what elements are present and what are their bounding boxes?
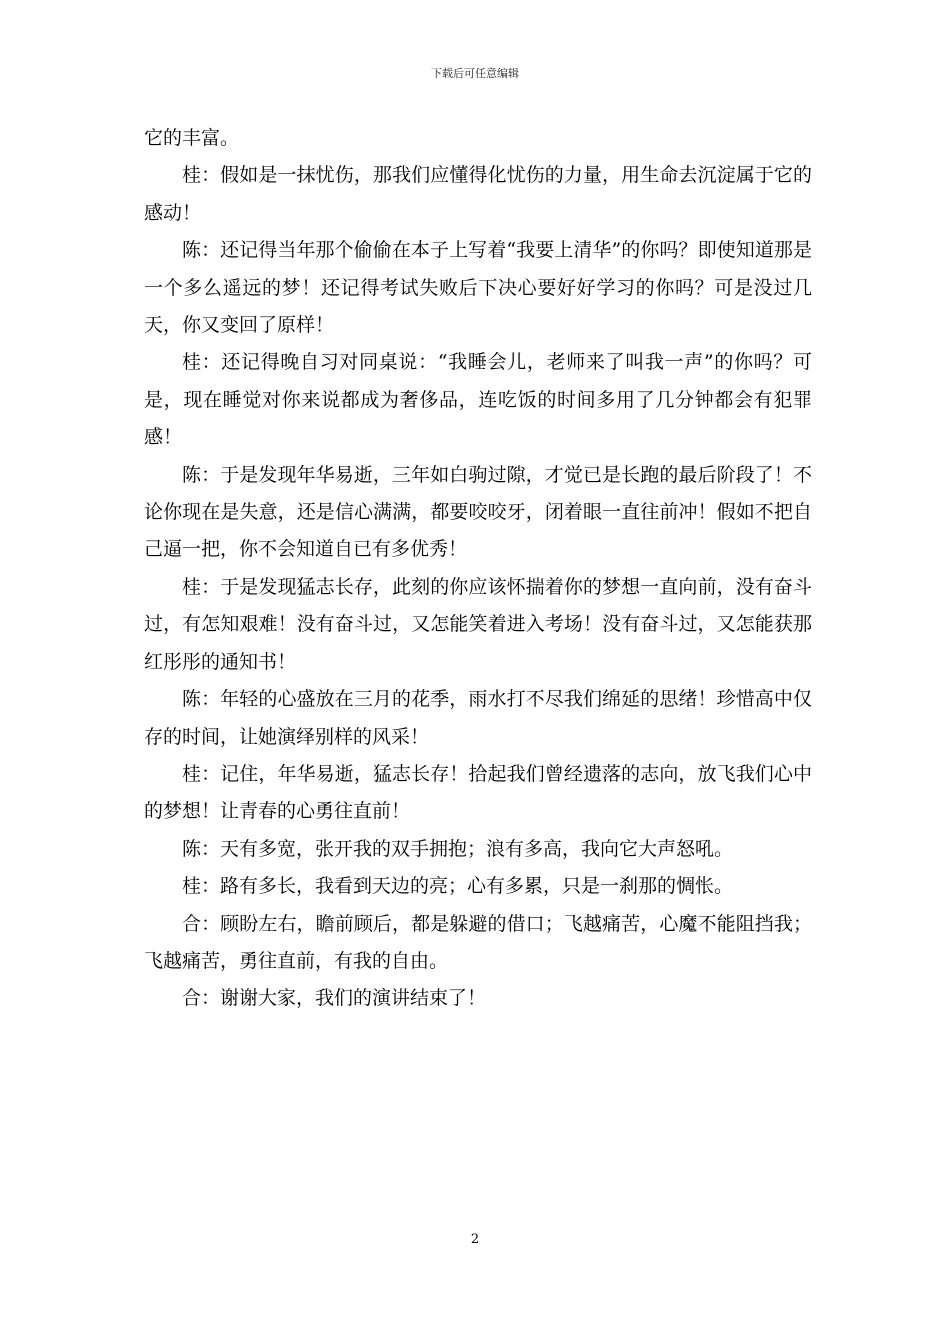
paragraph: 桂：于是发现猛志长存，此刻的你应该怀揣着你的梦想一直向前，没有奋斗过，有怎知艰难！没有奋斗过，又怎能笑着进入考场！没有奋斗过，又怎能获那红彤彤的通知书！ — [144, 575, 812, 673]
page-header: 下载后可任意编辑 — [431, 67, 519, 80]
page-number: 2 — [470, 1232, 480, 1247]
paragraph: 桂：记住，年华易逝，猛志长存！拾起我们曾经遗落的志向，放飞我们心中的梦想！让青春的心勇往直前！ — [144, 762, 812, 823]
paragraph: 它的丰富。 — [144, 127, 240, 149]
paragraph: 桂：假如是一抹忧伤，那我们应懂得化忧伤的力量，用生命去沉淀属于它的感动！ — [144, 164, 812, 224]
paragraph: 合：顾盼左右，瞻前顾后，都是躲避的借口；飞越痛苦，心魔不能阻挡我；飞越痛苦，勇往直前，有我的自由。 — [144, 912, 812, 972]
paragraph: 合：谢谢大家，我们的演讲结束了！ — [182, 987, 487, 1010]
document-body — [144, 120, 812, 1018]
paragraph: 桂：还记得晚自习对同桌说：“我睡会儿，老师来了叫我一声”的你吗？可是，现在睡觉对你来说都成为奢侈品，连吃饭的时间多用了几分钟都会有犯罪感！ — [144, 351, 812, 449]
paragraph: 陈：还记得当年那个偷偷在本子上写着“我要上清华”的你吗？即使知道那是一个多么遥远的梦！还记得考试失败后下决心要好好学习的你吗？可是没过几天，你又变回了原样！ — [144, 239, 812, 337]
paragraph: 陈：天有多宽，张开我的双手拥抱；浪有多高，我向它大声怒吼。 — [182, 837, 734, 860]
paragraph: 陈：年轻的心盛放在三月的花季，雨水打不尽我们绵延的思绪！珍惜高中仅存的时间，让她演绎别样的风采！ — [144, 688, 812, 748]
paragraph: 陈：于是发现年华易逝，三年如白驹过隙，才觉已是长跑的最后阶段了！不论你现在是失意，还是信心满满，都要咬咬牙，闭着眼一直往前冲！假如不把自己逼一把，你不会知道自已有多优秀！ — [144, 463, 812, 561]
paragraph: 桂：路有多长，我看到天边的亮；心有多累，只是一刹那的惆怅。 — [182, 875, 734, 898]
